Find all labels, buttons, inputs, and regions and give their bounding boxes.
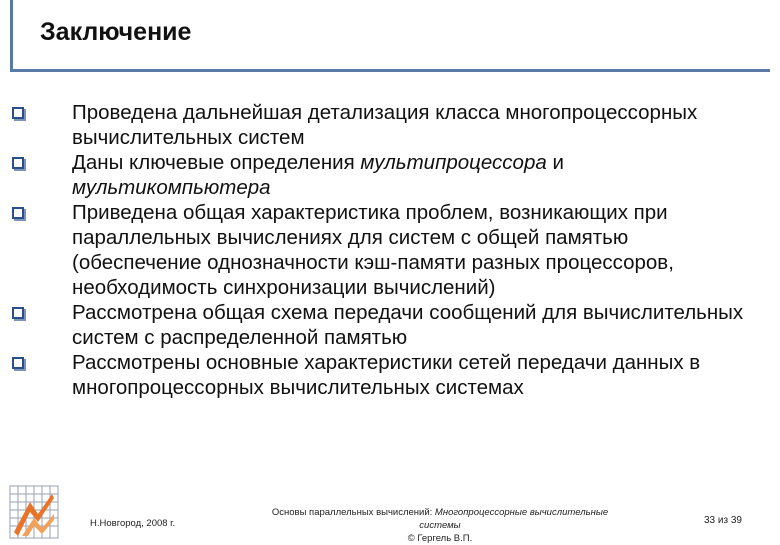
bullet-text: Приведена общая характеристика проблем, возникающих при параллельных вычислениях для систем с общей памятью (обеспечение однозначности кэш-памяти разных процессоров, необходимость синхронизации вычислений) xyxy=(72,201,674,299)
bullet-text: Рассмотрена общая схема передачи сообщений для вычислительных систем с распределенной памятью xyxy=(72,301,744,349)
list-item xyxy=(12,300,752,350)
square-bullet-icon xyxy=(12,157,24,169)
university-logo-icon xyxy=(8,484,60,540)
square-bullet-icon xyxy=(12,207,24,219)
term-multicomputer: мультикомпьютера xyxy=(72,176,271,199)
term-multiprocessor: мультипроцессора xyxy=(360,151,547,174)
list-item xyxy=(12,200,752,300)
footer-place: Н.Новгород, 2008 г. xyxy=(90,518,176,529)
page-title: Заключение xyxy=(40,18,192,46)
course-author: © Гергель В.П. xyxy=(407,533,473,544)
square-bullet-icon xyxy=(12,357,24,369)
bullet-text: Проведена дальнейшая детализация класса многопроцессорных вычислительных систем xyxy=(72,101,698,149)
bullet-text: Рассмотрены основные характеристики сетей передачи данных в многопроцессорных вычислительных системах xyxy=(72,351,701,399)
bullet-text-part: Даны ключевые определения xyxy=(72,151,361,174)
bullet-text xyxy=(72,150,752,200)
footer-course xyxy=(250,506,630,545)
page-number: 33 из 39 xyxy=(704,515,742,526)
list-item xyxy=(12,350,752,400)
list-item xyxy=(12,100,752,150)
course-topic: Многопроцессорные вычислительные системы xyxy=(419,507,609,531)
bullet-text-part: и xyxy=(546,151,564,174)
bullet-list xyxy=(12,100,752,400)
square-bullet-icon xyxy=(12,107,24,119)
course-name: Основы параллельных вычислений: xyxy=(271,507,435,518)
list-item xyxy=(12,150,752,200)
square-bullet-icon xyxy=(12,307,24,319)
